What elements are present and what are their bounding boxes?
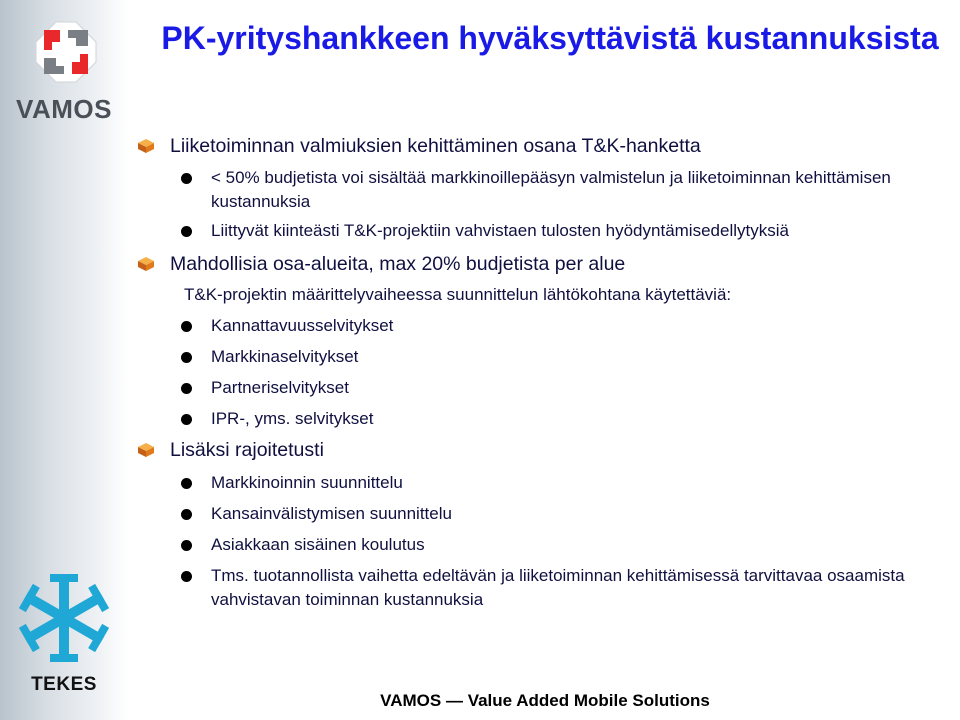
list-item-text: Liittyvät kiinteästi T&K-projektiin vahvistaen tulosten hyödyntämisedellytyksiä xyxy=(211,221,789,240)
section-heading-text: Liiketoiminnan valmiuksien kehittäminen osana T&K-hanketta xyxy=(170,135,701,157)
section-heading xyxy=(134,437,946,463)
list-item xyxy=(134,219,946,243)
tekes-logo-icon xyxy=(16,568,112,668)
list-item-text: Kannattavuusselvitykset xyxy=(211,316,394,335)
list-item xyxy=(134,376,946,400)
list-item-text: Markkinaselvitykset xyxy=(211,347,359,366)
list-item xyxy=(134,407,946,431)
list-item-text: Partneriselvitykset xyxy=(211,378,349,397)
list-item-text: IPR-, yms. selvitykset xyxy=(211,409,374,428)
dot-bullet-icon xyxy=(181,540,192,551)
list-item xyxy=(134,345,946,369)
dot-bullet-icon xyxy=(181,571,192,582)
list-item-text: Tms. tuotannollista vaihetta edeltävän ja liiketoiminnan kehittämisessä tarvittavaa osaamista vahvistavan toiminnan kustannuksia xyxy=(211,566,905,609)
section-heading xyxy=(134,251,946,277)
list-item xyxy=(134,533,946,557)
dot-bullet-icon xyxy=(181,352,192,363)
sidebar xyxy=(0,0,128,720)
list-item xyxy=(134,314,946,338)
cube-bullet-icon xyxy=(138,443,154,457)
list-item-text: Markkinoinnin suunnittelu xyxy=(211,473,403,492)
list-item-text: < 50% budjetista voi sisältää markkinoillepääsyn valmistelun ja liiketoiminnan kehittämisen kustannuksia xyxy=(211,168,891,211)
list-item xyxy=(134,166,946,214)
dot-bullet-icon xyxy=(181,173,192,184)
section-subheading: T&K-projektin määrittelyvaiheessa suunnittelun lähtökohtana käytettäviä: xyxy=(184,285,732,304)
list-item-text: Kansainvälistymisen suunnittelu xyxy=(211,504,452,523)
cube-bullet-icon xyxy=(138,257,154,271)
cube-bullet-icon xyxy=(138,139,154,153)
list-item-text: Asiakkaan sisäinen koulutus xyxy=(211,535,425,554)
list-item xyxy=(134,502,946,526)
slide-title: PK-yrityshankkeen hyväksyttävistä kustannuksista xyxy=(161,20,939,56)
section-heading xyxy=(134,133,946,159)
dot-bullet-icon xyxy=(181,321,192,332)
dot-bullet-icon xyxy=(181,478,192,489)
dot-bullet-icon xyxy=(181,509,192,520)
dot-bullet-icon xyxy=(181,414,192,425)
tekes-logo-text: TEKES xyxy=(31,674,97,695)
list-item xyxy=(134,564,946,612)
list-item xyxy=(134,471,946,495)
section-heading-text: Lisäksi rajoitetusti xyxy=(170,439,324,461)
section-heading-text: Mahdollisia osa-alueita, max 20% budjetista per alue xyxy=(170,253,626,275)
dot-bullet-icon xyxy=(181,383,192,394)
vamos-logo-text: VAMOS xyxy=(16,94,112,124)
slide-content xyxy=(134,133,946,612)
footer-text: VAMOS — Value Added Mobile Solutions xyxy=(380,691,710,710)
dot-bullet-icon xyxy=(181,226,192,237)
